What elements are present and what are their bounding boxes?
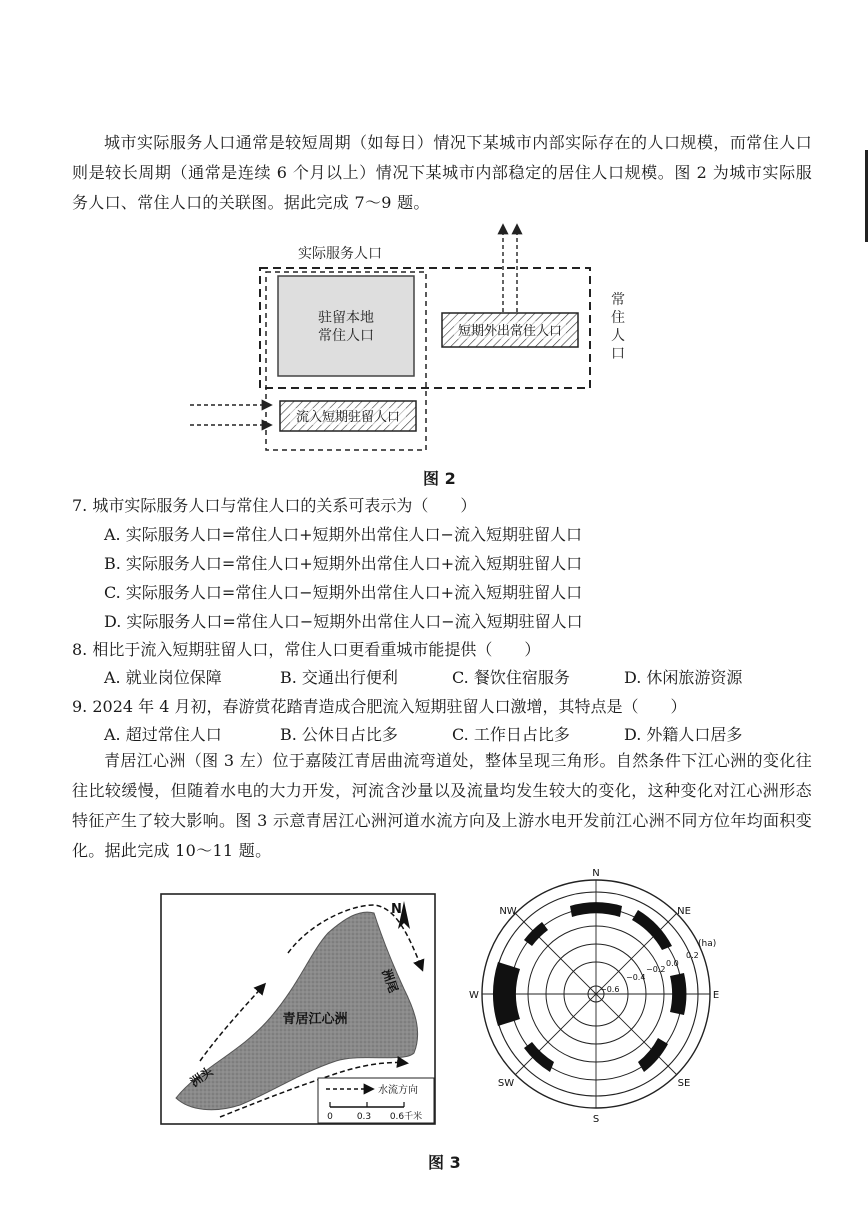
dir-nw: NW	[499, 906, 517, 917]
dir-ne: NE	[677, 906, 691, 917]
ring-label-0.2: 0.2	[686, 951, 699, 960]
rose-bar-e	[670, 973, 686, 1015]
box-inflow-short-term-label: 流入短期驻留人口	[295, 410, 401, 425]
ring-label-neg0.6: −0.6	[600, 985, 620, 994]
dir-w: W	[469, 990, 479, 1001]
question-9-option-b: B. 公休日占比多	[280, 725, 398, 744]
figure-3-rose-diagram	[462, 866, 732, 1126]
figure-2-diagram	[180, 218, 640, 468]
legend-flow-label: 水流方向	[378, 1085, 418, 1096]
label-resident-char-3: 人	[611, 328, 625, 344]
box-local-resident-line2: 常住人口	[318, 328, 374, 344]
figure-3-map	[160, 893, 436, 1125]
dir-n: N	[592, 868, 600, 879]
label-resident-char-4: 口	[611, 346, 625, 362]
island-head-label: 洲头	[187, 1064, 216, 1090]
question-8-stem: 8. 相比于流入短期驻留人口，常住人口更看重城市能提供（ ）	[72, 640, 541, 659]
question-7-option-a: A. 实际服务人口=常住人口+短期外出常住人口−流入短期驻留人口	[104, 525, 582, 544]
intro-paragraph-7-9: 城市实际服务人口通常是较短周期（如每日）情况下某城市内部实际存在的人口规模，而常住人口则是较长周期（通常是连续 6 个月以上）情况下某城市内部稳定的居住人口规模。图 2 为城市实际服务人口、常住人口的关联图。据此完成 7～9 题。	[72, 133, 812, 212]
question-9-option-a: A. 超过常住人口	[104, 725, 222, 744]
label-resident-char-1: 常	[611, 292, 625, 308]
figure-2-caption: 图 2	[423, 469, 456, 488]
question-8-options	[104, 665, 824, 693]
box-local-resident-line1: 驻留本地	[318, 310, 374, 326]
intro-paragraph-10-11: 青居江心洲（图 3 左）位于嘉陵江青居曲流弯道处，整体呈现三角形。自然条件下江心洲的变化往往比较缓慢，但随着水电的大力开发，河流含沙量以及流量均发生较大的变化，这种变化对江心洲形态特征产生了较大影响。图 3 示意青居江心洲河道水流方向及上游水电开发前江心洲不同方位年均面积变化。据此完成 10～11 题。	[72, 751, 812, 860]
rose-bar-w	[493, 962, 520, 1026]
question-7-option-c: C. 实际服务人口=常住人口−短期外出常住人口+流入短期驻留人口	[104, 583, 583, 602]
dir-sw: SW	[497, 1078, 515, 1089]
scale-label-03: 0.3	[356, 1112, 372, 1122]
question-8-option-a: A. 就业岗位保障	[104, 668, 222, 687]
dir-s: S	[592, 1114, 600, 1125]
question-8-option-d: D. 休闲旅游资源	[624, 668, 743, 687]
rose-bar-sw	[524, 1042, 554, 1072]
question-8-option-c: C. 餐饮住宿服务	[452, 668, 570, 687]
figure-3-caption: 图 3	[428, 1153, 461, 1172]
dir-se: SE	[677, 1078, 691, 1089]
ring-label-neg0.2: −0.2	[646, 965, 666, 974]
question-8-option-b: B. 交通出行便利	[280, 668, 398, 687]
scale-label-06: 0.6千米	[389, 1112, 423, 1122]
question-7-stem: 7. 城市实际服务人口与常住人口的关系可表示为（ ）	[72, 496, 477, 515]
rose-bar-ne	[632, 910, 672, 950]
question-9-option-c: C. 工作日占比多	[452, 725, 570, 744]
box-short-term-out-label: 短期外出常住人口	[457, 324, 563, 339]
island-tail-label: 洲尾	[379, 967, 401, 995]
rose-unit: (ha)	[698, 939, 717, 949]
label-resident-char-2: 住	[611, 310, 625, 326]
label-actual-service-population: 实际服务人口	[298, 246, 382, 262]
question-9-stem: 9. 2024 年 4 月初，春游赏花踏青造成合肥流入短期驻留人口激增，其特点是（ ）	[72, 697, 687, 716]
question-9-option-d: D. 外籍人口居多	[624, 725, 743, 744]
box-local-resident	[278, 276, 414, 376]
question-7-option-d: D. 实际服务人口=常住人口−短期外出常住人口−流入短期驻留人口	[104, 612, 583, 631]
dir-e: E	[712, 990, 720, 1001]
island-name: 青居江心洲	[282, 1012, 348, 1027]
question-7-option-b: B. 实际服务人口=常住人口+短期外出常住人口+流入短期驻留人口	[104, 554, 583, 573]
ring-label-0.0: 0.0	[666, 959, 679, 968]
ring-label-neg0.4: −0.4	[626, 973, 646, 982]
north-label: N	[391, 902, 402, 917]
scale-label-0: 0	[327, 1112, 333, 1122]
